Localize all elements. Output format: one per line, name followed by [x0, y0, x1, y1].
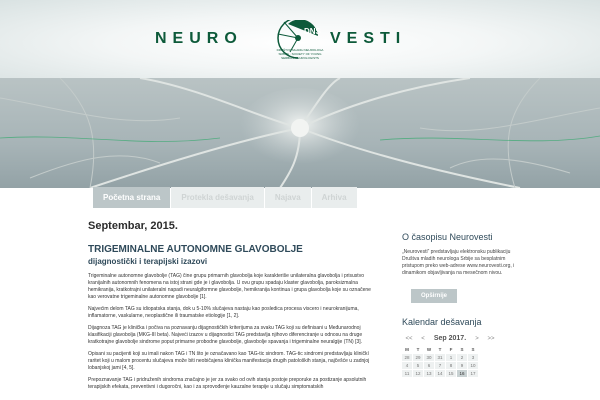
- about-heading: O časopisu Neurovesti: [402, 232, 493, 242]
- calendar-day[interactable]: 11: [402, 370, 412, 377]
- weekday-label: T: [438, 347, 442, 352]
- nav-item-arhiva[interactable]: Arhiva: [312, 187, 357, 208]
- next-month-button[interactable]: >: [475, 335, 479, 342]
- emblem-subtitle: DRUŠTVO MLADIH NEUROLOGA SRBIJE · SOCIETY OF YOUNG SERBIAN NEUROLOGISTS: [276, 48, 324, 60]
- article-title[interactable]: TRIGEMINALNE AUTONOMNE GLAVOBOLJE: [88, 244, 303, 255]
- neuron-illustration: [0, 78, 600, 188]
- weekday-label: M: [405, 347, 409, 352]
- article-subtitle: dijagnostički i terapijski izazovi: [88, 257, 208, 266]
- calendar-day[interactable]: 8: [446, 362, 456, 369]
- calendar-day[interactable]: 12: [413, 370, 423, 377]
- sidebar: [402, 232, 520, 377]
- logo-neuro: NEURO: [155, 30, 243, 47]
- nav-item-protekla[interactable]: Protekla dešavanja: [171, 187, 263, 208]
- calendar-day[interactable]: 31: [435, 354, 445, 361]
- main-content: [88, 220, 380, 396]
- issue-date: Septembar, 2015.: [88, 220, 178, 232]
- next-year-button[interactable]: >>: [487, 335, 495, 342]
- calendar-header: [402, 335, 520, 342]
- nav-item-pocetna[interactable]: Početna strana: [93, 187, 170, 208]
- weekday-label: F: [449, 347, 453, 352]
- weekday-label: S: [471, 347, 475, 352]
- article-paragraph: Dijagnoza TAG je klinička i počiva na poznavanju dijagnostičkih kriterijuma za svaku TAG koji su definisani u Međunarodnoj klasifikaciji glavobolja (MKG-III beta). Najveći izazov u dijagnostici TAG predstavlja njihovo diferenciranje u odnosu na druge kratkotrajne glavobolje sindrome poput primarne probodne glavobolje, glavobolje spavanja i trigeminalne neuralgije (TN) [3].: [88, 325, 363, 345]
- calendar-day-today[interactable]: 16: [457, 370, 467, 377]
- calendar-day[interactable]: 9: [457, 362, 467, 369]
- calendar-day[interactable]: 15: [446, 370, 456, 377]
- calendar-day[interactable]: 3: [468, 354, 478, 361]
- calendar-day[interactable]: 17: [468, 370, 478, 377]
- slider-dots[interactable]: [510, 179, 520, 188]
- article-paragraph: Najvećim delom TAG su idiopatska stanja, dok u 5-10% slučajeva nastaju kao posledica procesa viscero i neurokranijuma, inflamatorne, vaskularne, neoplastične ili traumatske etiologije [1, 2].: [88, 306, 359, 319]
- calendar-day[interactable]: 13: [424, 370, 434, 377]
- emblem-text: DNS: [304, 27, 321, 36]
- calendar-day[interactable]: 10: [468, 362, 478, 369]
- site-header: [0, 0, 600, 78]
- calendar-day[interactable]: 5: [413, 362, 423, 369]
- main-navigation: [93, 187, 358, 208]
- calendar-day[interactable]: 6: [424, 362, 434, 369]
- about-text: „Neurovesti“ predstavljaju elektronsku publikaciju Društva mladih neurologa Srbije sa besplatnim pristupom preko web-adrese www.neurovesti.org, i dinamikom objavljivanja na mesečnom nivou.: [402, 249, 515, 276]
- hero-banner: [0, 78, 600, 188]
- calendar-day[interactable]: 2: [457, 354, 467, 361]
- article-paragraph: Trigeminalne autonomne glavobolje (TAG) čine grupu primarnih glavobolja koje karakteriše unilateralna glavobolja i prisustvo kranijalnih autonomnih fenomena na istoj strani gde je i glavobolja. U ovu grupu spadaju klaster glavobolja, paroksizmalna hemikranija, kratkotrajni unilateralni napadi neuralgiformne glavobolje, hemikranija kontinua i grupa glavobolja koje su označene kao verovatne trigeminalne autonomne glavobolje [1].: [88, 273, 371, 300]
- calendar-day[interactable]: 30: [424, 354, 434, 361]
- prev-year-button[interactable]: <<: [405, 335, 413, 342]
- calendar-grid: [402, 346, 520, 377]
- calendar-day[interactable]: 4: [402, 362, 412, 369]
- read-more-button[interactable]: Opširnije: [411, 289, 457, 303]
- calendar-month-title: Sep 2017.: [433, 335, 467, 342]
- calendar-day[interactable]: 28: [402, 354, 412, 361]
- weekday-label: S: [460, 347, 464, 352]
- nav-item-najava[interactable]: Najava: [265, 187, 311, 208]
- calendar-day[interactable]: 14: [435, 370, 445, 377]
- calendar-day[interactable]: 7: [435, 362, 445, 369]
- logo-vesti: VESTI: [330, 30, 407, 47]
- calendar-day[interactable]: 29: [413, 354, 423, 361]
- article-paragraph: Opisani su pacijenti koji su imali nakon TAG i TN što je označavano kao TAG-tic sindrom. TAG-tic sindromi predstavljaju kliničkí raritet koji u malom procentu slučajeva može biti neobičajena klinička manifestacija drugih patoloških stanja, najčešće u zadnjoj lobanjskoj jami [4, 5].: [88, 351, 370, 371]
- prev-month-button[interactable]: <: [421, 335, 425, 342]
- weekday-label: W: [426, 347, 432, 352]
- calendar-heading: Kalendar dešavanja: [402, 317, 482, 327]
- weekday-label: T: [416, 347, 420, 352]
- calendar-day[interactable]: 1: [446, 354, 456, 361]
- article-paragraph: Prepoznavanje TAG i pridruženih sindroma značajno je jer za svako od ovih stanja postoje preporuke za postizanje apsolutnih terapijskih efekata, preventivni i dugoročni, kao i za sprovođenje kauzalne terapije u slučaju simptomatskih: [88, 377, 367, 390]
